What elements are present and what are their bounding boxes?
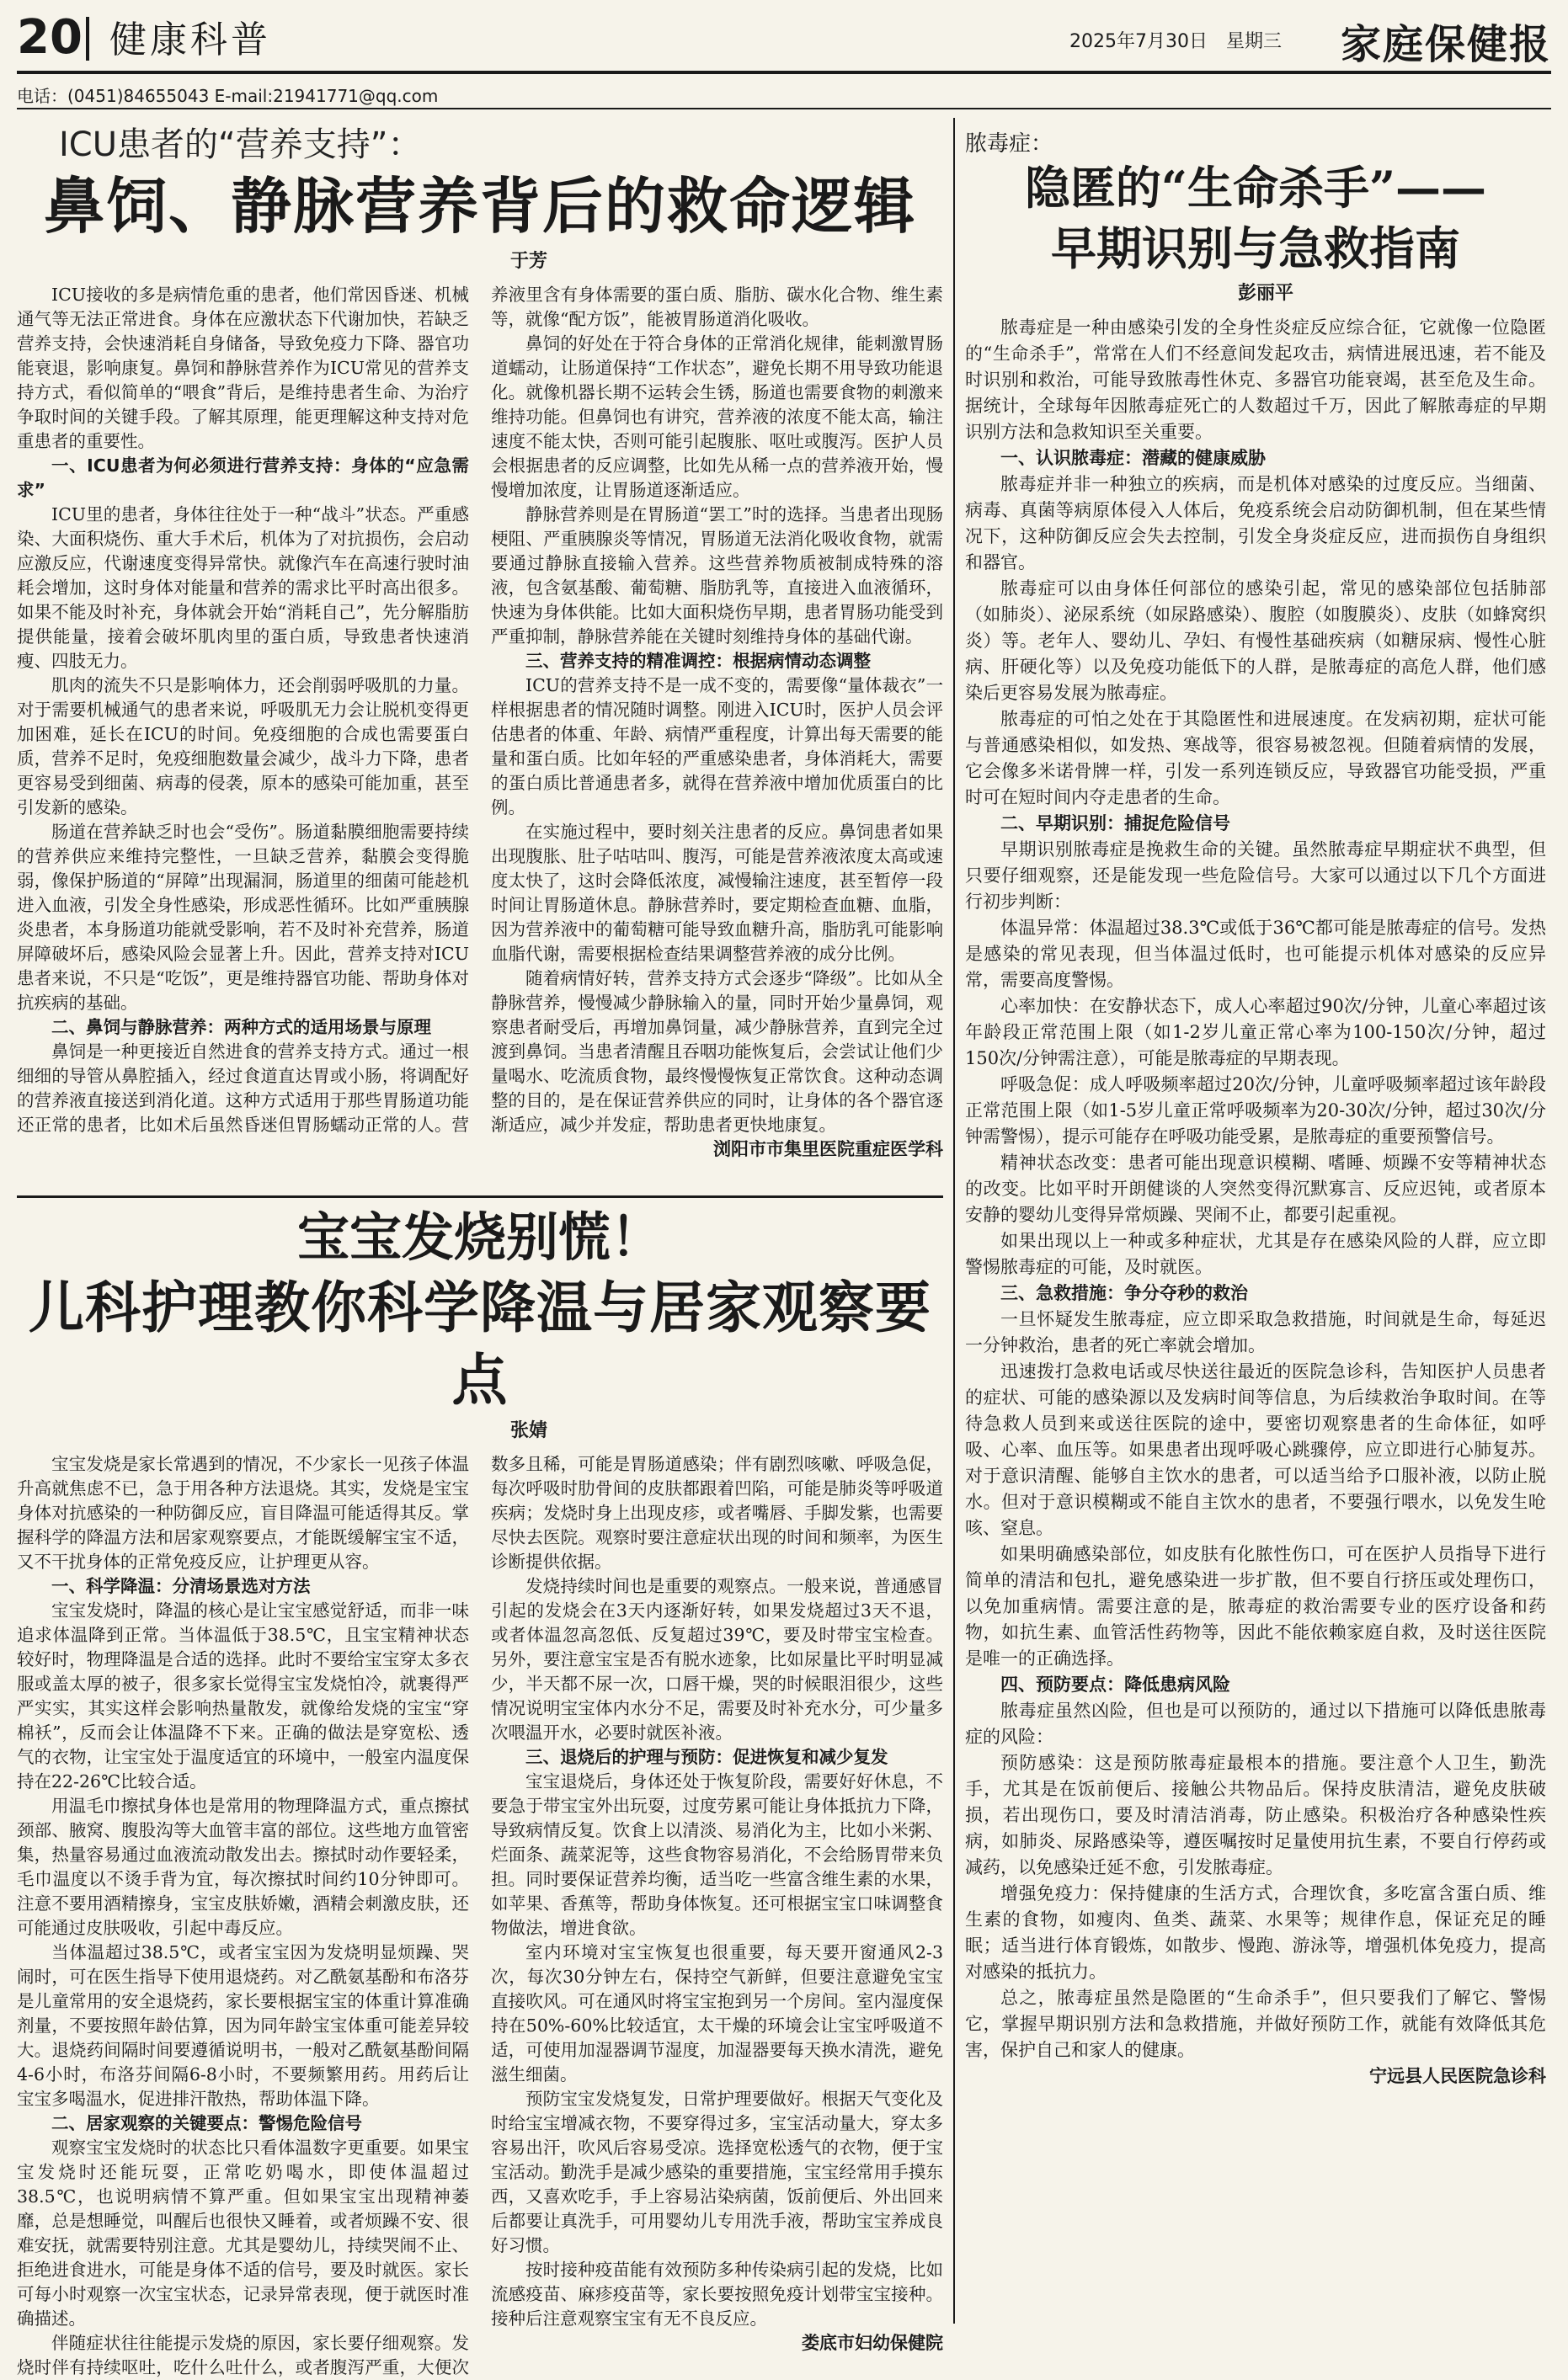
paragraph: 脓毒症并非一种独立的疾病，而是机体对感染的过度反应。当细菌、病毒、真菌等病原体侵入人体后，免疫系统会启动防御机制，但在某些情况下，这种防御反应会失去控制，引发全身炎症反应，进而损伤自身组织和器官。 <box>965 474 1546 572</box>
paragraph: 心率加快：在安静状态下，成人心率超过90次/分钟，儿童心率超过该年龄段正常范围上限（如1-2岁儿童正常心率为100-150次/分钟，超过150次/分钟需注意），可能是脓毒症的早期表现。 <box>965 996 1546 1068</box>
article-author: 于芳 <box>509 251 547 272</box>
article-body <box>17 283 943 1162</box>
paragraph: 增强免疫力：保持健康的生活方式，合理饮食，多吃富含蛋白质、维生素的食物，如瘦肉、鱼类、蔬菜、水果等；规律作息，保证充足的睡眠；适当进行体育锻炼，如散步、慢跑、游泳等，增强机体免疫力，提高对感染的抵抗力。 <box>965 1883 1546 1982</box>
masthead <box>17 8 1551 76</box>
section-heading: 一、认识脓毒症：潜藏的健康威胁 <box>1000 448 1266 468</box>
section-heading: 三、急救措施：争分夺秒的救治 <box>1000 1283 1248 1303</box>
paragraph: 脓毒症是一种由感染引发的全身性炎症反应综合征，它就像一位隐匿的“生命杀手”，常常在人们不经意间发起攻击，病情进展迅速，若不能及时识别和救治，可能导致脓毒性休克、多器官功能衰竭，甚至危及生命。据统计，全球每年因脓毒症死亡的人数超过千万，因此了解脓毒症的早期识别方法和急救知识至关重要。 <box>965 317 1546 442</box>
paragraph: 观察宝宝发烧时的状态比只看体温数字更重要。如果宝宝发烧时还能玩耍，正常吃奶喝水，即使体温超过38.5℃，也说明病情不算严重。但如果宝宝出现精神萎靡，总是想睡觉，叫醒后也很快又睡着，或者烦躁不安、很难安抚，就需要特别注意。尤其是婴幼儿，持续哭闹不止、拒绝进食进水，可能是身体不适的信号，要及时就医。家长可每小时观察一次宝宝状态，记录异常表现，便于就医时准确描述。 <box>17 2138 469 2329</box>
article-author: 彭丽平 <box>1237 283 1293 304</box>
paragraph: 肌肉的流失不只是影响体力，还会削弱呼吸肌的力量。对于需要机械通气的患者来说，呼吸肌无力会让脱机变得更加困难，延长在ICU的时间。免疫细胞的合成也需要蛋白质，营养不足时，免疫细胞数量会减少，战斗力下降，患者更容易受到细菌、病毒的侵袭，原本的感染可能加重，甚至引发新的感染。 <box>17 675 469 817</box>
paragraph: 总之，脓毒症虽然是隐匿的“生命杀手”，但只要我们了解它、警惕它，掌握早期识别方法和急救措施，并做好预防工作，就能有效降低其危害，保护自己和家人的健康。 <box>965 1988 1546 2060</box>
article-author: 张婧 <box>509 1420 547 1441</box>
paragraph: 脓毒症可以由身体任何部位的感染引起，常见的感染部位包括肺部（如肺炎）、泌尿系统（如尿路感染）、腹腔（如腹膜炎）、皮肤（如蜂窝织炎）等。老年人、婴幼儿、孕妇、有慢性基础疾病（如糖尿病、慢性心脏病、肝硬化等）以及免疫功能低下的人群，是脓毒症的高危人群，他们感染后更容易发展为脓毒症。 <box>965 578 1546 703</box>
paragraph: ICU接收的多是病情危重的患者，他们常因昏迷、机械通气等无法正常进食。身体在应激状态下代谢加快，若缺乏营养支持，会快速消耗自身储备，导致免疫力下降、器官功能衰退，影响康复。鼻饲和静脉营养作为ICU常见的营养支持方式，看似简单的“喂食”背后，是维持患者生命、为治疗争取时间的关键手段。了解其原理，能更理解这种支持对危重患者的重要性。 <box>17 285 469 451</box>
article-icu-nutrition <box>17 118 943 1204</box>
contact-rule <box>17 108 1551 109</box>
masthead-divider <box>86 17 89 61</box>
paragraph: 随着病情好转，营养支持方式会逐步“降级”。比如从全静脉营养，慢慢减少静脉输入的量，同时开始少量鼻饲，观察患者耐受后，再增加鼻饲量，减少静脉营养，直到完全过渡到鼻饲。当患者清醒且吞咽功能恢复后，会尝试让他们少量喝水、吃流质食物，最终慢慢恢复正常饮食。这种动态调整的目的，是在保证营养供应的同时，让身体的各个器官逐渐适应，减少并发症，帮助患者更快地康复。 <box>491 968 943 1135</box>
paragraph: 宝宝发烧时，降温的核心是让宝宝感觉舒适，而非一味追求体温降到正常。当体温低于38.5℃，且宝宝精神状态较好时，物理降温是合适的选择。此时不要给宝宝穿太多衣服或盖太厚的被子，很多家长觉得宝宝发烧怕冷，就裹得严严实实，其实这样会影响热量散发，就像给发烧的宝宝“穿棉袄”，反而会让体温降不下来。正确的做法是穿宽松、透气的衣物，让宝宝处于温度适宜的环境中，一般室内温度保持在22-26℃比较合适。 <box>17 1600 469 1792</box>
contact-line: 电话：(0451)84655043 E-mail:21941771@qq.com <box>17 86 439 106</box>
article-title: 鼻饲、静脉营养背后的救命逻辑 <box>43 170 916 242</box>
paragraph: 一旦怀疑发生脓毒症，应立即采取急救措施，时间就是生命，每延迟一分钟救治，患者的死亡率就会增加。 <box>965 1309 1546 1355</box>
masthead-rule <box>17 71 1551 74</box>
article-baby-fever <box>17 1204 943 2377</box>
paragraph: 体温异常：体温超过38.3℃或低于36℃都可能是脓毒症的信号。发热是感染的常见表现，但当体温过低时，也可能提示机体对感染的反应异常，需要高度警惕。 <box>965 918 1546 990</box>
paragraph: 在实施过程中，要时刻关注患者的反应。鼻饲患者如果出现腹胀、肚子咕咕叫、腹泻，可能是营养液浓度太高或速度太快了，这时会降低浓度，减慢输注速度，甚至暂停一段时间让胃肠道休息。静脉营养时，要定期检查血糖、血脂，因为营养液中的葡萄糖可能导致血糖升高，脂肪乳可能影响血脂代谢，需要根据检查结果调整营养液的成分比例。 <box>491 822 943 964</box>
article-source: 宁远县人民医院急诊科 <box>1369 2066 1546 2086</box>
section-heading: 二、鼻饲与静脉营养：两种方式的适用场景与原理 <box>51 1017 431 1037</box>
article-source: 浏阳市市集里医院重症医学科 <box>713 1139 943 1159</box>
article-kicker: 脓毒症： <box>965 131 1053 157</box>
article-title-line1: 宝宝发烧别慌！ <box>296 1206 663 1268</box>
paragraph: 如果出现以上一种或多种症状，尤其是存在感染风险的人群，应立即警惕脓毒症的可能，及时就医。 <box>965 1231 1546 1277</box>
paragraph: 如果明确感染部位，如皮肤有化脓性伤口，可在医护人员指导下进行简单的清洁和包扎，避免感染进一步扩散，但不要自行挤压或处理伤口，以免加重病情。需要注意的是，脓毒症的救治需要专业的医疗设备和药物，如抗生素、血管活性药物等，因此不能依赖家庭自救，及时送往医院是唯一的正确选择。 <box>965 1544 1546 1669</box>
article-title-line2: 儿科护理教你科学降温与居家观察要点 <box>29 1275 931 1413</box>
paragraph: 鼻饲的好处在于符合身体的正常消化规律，能刺激胃肠道蠕动，让肠道保持“工作状态”，避免长期不用导致功能退化。就像机器长期不运转会生锈，肠道也需要食物的刺激来维持功能。但鼻饲也有讲究，营养液的浓度不能太高，输注速度不能太快，否则可能引起腹胀、呕吐或腹泻。医护人员会根据患者的反应调整，比如先从稀一点的营养液开始，慢慢增加浓度，让胃肠道逐渐适应。 <box>491 333 943 500</box>
paragraph: 宝宝退烧后，身体还处于恢复阶段，需要好好休息，不要急于带宝宝外出玩耍，过度劳累可能让身体抵抗力下降，导致病情反复。饮食上以清淡、易消化为主，比如小米粥、烂面条、蔬菜泥等，这些食物容易消化，不会给肠胃带来负担。同时要保证营养均衡，适当吃一些富含维生素的水果，如苹果、香蕉等，帮助身体恢复。还可根据宝宝口味调整食物做法，增进食欲。 <box>491 1771 943 1938</box>
paragraph: ICU的营养支持不是一成不变的，需要像“量体裁衣”一样根据患者的情况随时调整。刚进入ICU时，医护人员会评估患者的体重、年龄、病情严重程度，计算出每天需要的能量和蛋白质。比如年轻的严重感染患者，身体消耗大，需要的蛋白质比普通患者多，就得在营养液中增加优质蛋白的比例。 <box>491 675 943 817</box>
paragraph: 早期识别脓毒症是挽救生命的关键。虽然脓毒症早期症状不典型，但只要仔细观察，还是能发现一些危险信号。大家可以通过以下几个方面进行初步判断： <box>965 839 1546 912</box>
paragraph: 室内环境对宝宝恢复也很重要，每天要开窗通风2-3次，每次30分钟左右，保持空气新鲜，但要注意避免宝宝直接吹风。可在通风时将宝宝抱到另一个房间。室内湿度保持在50%-60%比较适宜，太干燥的环境会让宝宝呼吸道不适，可使用加湿器调节湿度，加湿器要每天换水清洗，避免滋生细菌。 <box>491 1942 943 2084</box>
newspaper-name: 家庭保健报 <box>1340 21 1551 68</box>
paragraph: 发烧持续时间也是重要的观察点。一般来说，普通感冒引起的发烧会在3天内逐渐好转，如果发烧超过3天不退，或者体温忽高忽低、反复超过39℃，要及时带宝宝检查。另外，要注意宝宝是否有脱水迹象，比如尿量比平时明显减少，半天都不尿一次，口唇干燥，哭的时候眼泪很少，这些情况说明宝宝体内水分不足，需要及时补充水分，可少量多次喂温开水，必要时就医补液。 <box>491 1576 943 1743</box>
article-title-line1: 隐匿的“生命杀手”—— <box>1024 161 1487 215</box>
issue-date: 2025年7月30日 星期三 <box>1069 31 1282 52</box>
article-title-line2: 早期识别与急救指南 <box>1051 221 1460 275</box>
article-sepsis <box>965 126 1546 2324</box>
section-title: 健康科普 <box>109 19 271 61</box>
article-body <box>965 315 1546 2090</box>
paragraph: 鼻饲是一种更接近自然进食的营养支持方式。通过一根细细的导管从鼻腔插入，经过食道直达胃或小肠，将调配好的营养液直接送到消化道。这种方式适用于那些胃肠道功能还正常的患者，比如术后虽然昏迷但胃肠蠕动正常的人。营养液里含有身体需要的蛋白质、脂肪、碳水化合物、维生素等，就像“配方饭”，能被胃肠道消化吸收。 <box>17 285 943 1135</box>
paragraph: 肠道在营养缺乏时也会“受伤”。肠道黏膜细胞需要持续的营养供应来维持完整性，一旦缺乏营养，黏膜会变得脆弱，像保护肠道的“屏障”出现漏洞，肠道里的细菌可能趁机进入血液，引发全身性感染，形成恶性循环。比如严重胰腺炎患者，本身肠道功能就受影响，若不及时补充营养，肠道屏障破坏后，感染风险会显著上升。因此，营养支持对ICU患者来说，不只是“吃饭”，更是维持器官功能、帮助身体对抗疾病的基础。 <box>17 822 469 1013</box>
paragraph: 用温毛巾擦拭身体也是常用的物理降温方式，重点擦拭颈部、腋窝、腹股沟等大血管丰富的部位。这些地方血管密集，热量容易通过血液流动散发出去。擦拭时动作要轻柔，毛巾温度以不烫手背为宜，每次擦拭时间约10分钟即可。注意不要用酒精擦身，宝宝皮肤娇嫩，酒精会刺激皮肤，还可能通过皮肤吸收，引起中毒反应。 <box>17 1796 469 1938</box>
paragraph: 预防宝宝发烧复发，日常护理要做好。根据天气变化及时给宝宝增减衣物，不要穿得过多，宝宝活动量大，穿太多容易出汗，吹风后容易受凉。选择宽松透气的衣物，便于宝宝活动。勤洗手是减少感染的重要措施，宝宝经常用手摸东西，又喜欢吃手，手上容易沾染病菌，饭前便后、外出回来后都要让真洗手，可用婴幼儿专用洗手液，帮助宝宝养成良好习惯。 <box>491 2089 943 2255</box>
paragraph: 按时接种疫苗能有效预防多种传染病引起的发烧，比如流感疫苗、麻疹疫苗等，家长要按照免疫计划带宝宝接种。接种后注意观察宝宝有无不良反应。 <box>491 2260 943 2329</box>
paragraph: 迅速拨打急救电话或尽快送往最近的医院急诊科，告知医护人员患者的症状、可能的感染源以及发病时间等信息，为后续救治争取时间。在等待急救人员到来或送往医院的途中，要密切观察患者的生命体征，如呼吸、心率、血压等。如果患者出现呼吸心跳骤停，应立即进行心肺复苏。对于意识清醒、能够自主饮水的患者，可以适当给予口服补液，以防止脱水。但对于意识模糊或不能自主饮水的患者，不要强行喂水，以免发生呛咳、窒息。 <box>965 1361 1546 1538</box>
paragraph: 精神状态改变：患者可能出现意识模糊、嗜睡、烦躁不安等精神状态的改变。比如平时开朗健谈的人突然变得沉默寡言、反应迟钝，或者原本安静的婴幼儿变得异常烦躁、哭闹不止，都要引起重视。 <box>965 1153 1546 1225</box>
article-body <box>17 1452 943 2380</box>
paragraph: 伴随症状往往能提示发烧的原因，家长要仔细观察。发烧时伴有持续呕吐，吃什么吐什么，或者腹泻严重，大便次数多且稀，可能是胃肠道感染；伴有剧烈咳嗽、呼吸急促，每次呼吸时肋骨间的皮肤都跟着凹陷，可能是肺炎等呼吸道疾病；发烧时身上出现皮疹，或者嘴唇、手脚发紫，也需要尽快去医院。观察时要注意症状出现的时间和频率，为医生诊断提供依据。 <box>17 1454 943 2377</box>
section-heading: 三、营养支持的精准调控：根据病情动态调整 <box>525 651 871 671</box>
section-heading: 四、预防要点：降低患病风险 <box>1000 1675 1230 1695</box>
section-heading: 二、早期识别：捕捉危险信号 <box>1000 813 1230 833</box>
paragraph: 当体温超过38.5℃，或者宝宝因为发烧明显烦躁、哭闹时，可在医生指导下使用退烧药。对乙酰氨基酚和布洛芬是儿童常用的安全退烧药，家长要根据宝宝的体重计算准确剂量，不要按照年龄估算，因为同年龄宝宝体重可能差异较大。退烧药间隔时间要遵循说明书，一般对乙酰氨基酚间隔4-6小时，布洛芬间隔6-8小时，不要频繁用药。用药后让宝宝多喝温水，促进排汗散热，帮助体温下降。 <box>17 1942 469 2109</box>
section-heading: 三、退烧后的护理与预防：促进恢复和减少复发 <box>525 1747 888 1767</box>
page-number: 20 <box>17 10 83 65</box>
column-divider <box>953 118 955 2324</box>
paragraph: 静脉营养则是在胃肠道“罢工”时的选择。当患者出现肠梗阻、严重胰腺炎等情况，胃肠道无法消化吸收食物，就需要通过静脉直接输入营养。这些营养物质被制成特殊的溶液，包含氨基酸、葡萄糖、脂肪乳等，直接进入血液循环，快速为身体供能。比如大面积烧伤早期，患者胃肠功能受到严重抑制，静脉营养能在关键时刻维持身体的基础代谢。 <box>491 504 943 647</box>
paragraph: ICU里的患者，身体往往处于一种“战斗”状态。严重感染、大面积烧伤、重大手术后，机体为了对抗损伤，会启动应激反应，代谢速度变得异常快。就像汽车在高速行驶时油耗会增加，这时身体对能量和营养的需求比平时高出很多。如果不能及时补充，身体就会开始“消耗自己”，先分解脂肪提供能量，接着会破坏肌肉里的蛋白质，导致患者快速消瘦、四肢无力。 <box>17 504 469 671</box>
section-heading: 一、科学降温：分清场景选对方法 <box>51 1576 311 1596</box>
paragraph: 宝宝发烧是家长常遇到的情况，不少家长一见孩子体温升高就焦虑不已，急于用各种方法退烧。其实，发烧是宝宝身体对抗感染的一种防御反应，盲目降温可能适得其反。掌握科学的降温方法和居家观察要点，才能既缓解宝宝不适，又不干扰身体的正常免疫反应，让护理更从容。 <box>17 1454 469 1572</box>
paragraph: 呼吸急促：成人呼吸频率超过20次/分钟，儿童呼吸频率超过该年龄段正常范围上限（如1-5岁儿童正常呼吸频率为20-30次/分钟，超过30次/分钟需警惕），提示可能存在呼吸功能受累，是脓毒症的重要预警信号。 <box>965 1074 1546 1147</box>
paragraph: 预防感染：这是预防脓毒症最根本的措施。要注意个人卫生，勤洗手，尤其是在饭前便后、接触公共物品后。保持皮肤清洁，避免皮肤破损，若出现伤口，要及时清洁消毒，防止感染。积极治疗各种感染性疾病，如肺炎、尿路感染等，遵医嘱按时足量使用抗生素，不要自行停药或减药，以免感染迁延不愈，引发脓毒症。 <box>965 1753 1546 1877</box>
article-source: 娄底市妇幼保健院 <box>802 2333 943 2353</box>
paragraph: 脓毒症的可怕之处在于其隐匿性和进展速度。在发病初期，症状可能与普通感染相似，如发热、寒战等，很容易被忽视。但随着病情的发展，它会像多米诺骨牌一样，引发一系列连锁反应，导致器官功能受损，严重时可在短时间内夺走患者的生命。 <box>965 709 1546 807</box>
section-heading: 二、居家观察的关键要点：警惕危险信号 <box>51 2113 362 2133</box>
paragraph: 脓毒症虽然凶险，但也是可以预防的，通过以下措施可以降低患脓毒症的风险： <box>965 1701 1546 1747</box>
section-heading: 一、ICU患者为何必须进行营养支持：身体的“应急需求” <box>17 455 469 500</box>
article-kicker: ICU患者的“营养支持”： <box>59 125 422 164</box>
